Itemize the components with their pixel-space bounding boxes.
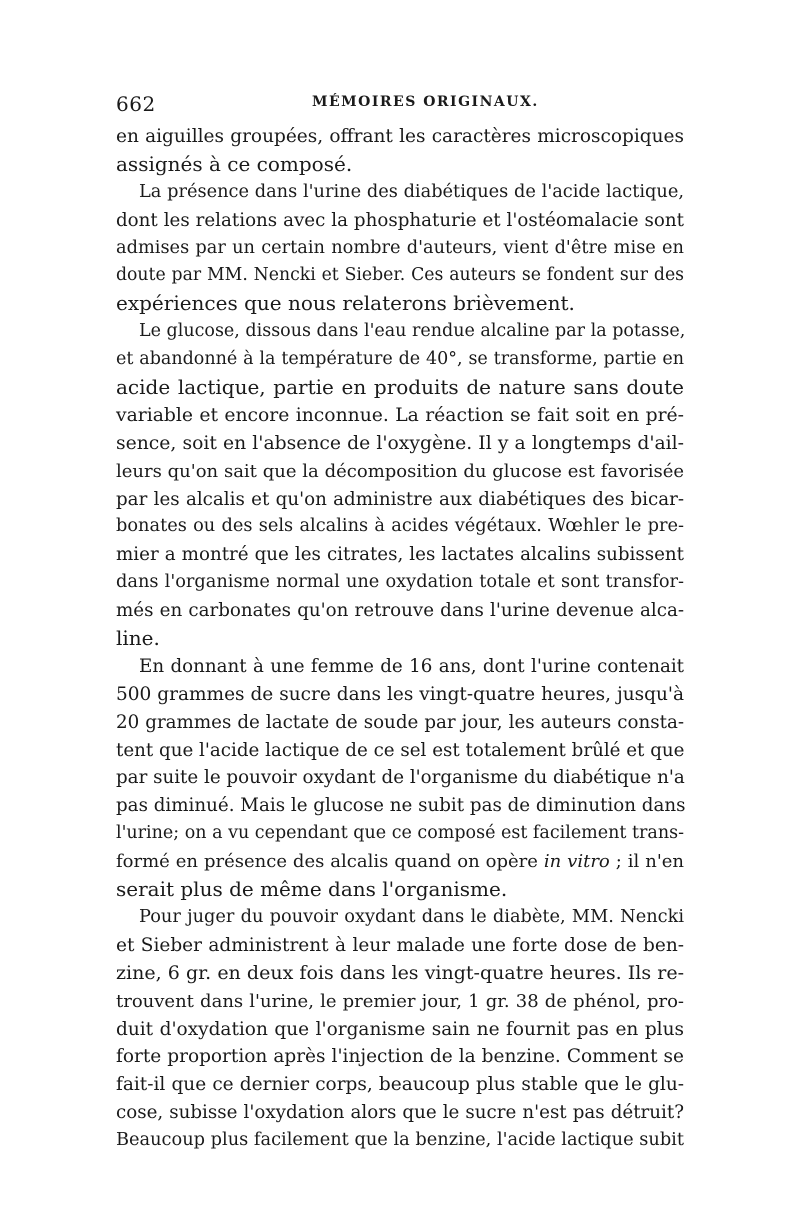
text-line: cose, subisse l'oxydation alors que le sucre n'est pas détruit? <box>116 1102 684 1124</box>
text-line: fait-il que ce dernier corps, beaucoup plus stable que le glu- <box>116 1074 684 1096</box>
text-line: line. <box>116 626 160 651</box>
body-text <box>116 123 684 1155</box>
text-line: Le glucose, dissous dans l'eau rendue alcaline par la potasse, <box>139 321 686 342</box>
text-line: doute par MM. Nencki et Sieber. Ces auteurs se fondent sur des <box>116 265 684 286</box>
text-line: La présence dans l'urine des diabétiques de l'acide lactique, <box>139 181 684 202</box>
text-line: admises par un certain nombre d'auteurs, vient d'être mise en <box>116 237 684 258</box>
text-line: Pour juger du pouvoir oxydant dans le diabète, MM. Nencki <box>139 906 684 927</box>
text-line: expériences que nous relaterons brièvement. <box>116 291 575 316</box>
text-line: en aiguilles groupées, offrant les caractères microscopiques <box>116 126 684 147</box>
text-line: 500 grammes de sucre dans les vingt-quatre heures, jusqu'à <box>116 683 684 705</box>
text-line: dans l'organisme normal une oxydation totale et sont transfor- <box>116 572 684 593</box>
text-line: duit d'oxydation que l'organisme sain ne fournit pas en plus <box>116 1018 684 1040</box>
text-line: En donnant à une femme de 16 ans, dont l'urine contenait <box>139 655 684 677</box>
text-line: par les alcalis et qu'on administre aux diabétiques des bicar- <box>116 488 684 510</box>
text-line: dont les relations avec la phosphaturie et l'ostéomalacie sont <box>116 209 684 231</box>
text-line <box>116 848 684 876</box>
text-line: par suite le pouvoir oxydant de l'organisme du diabétique n'a <box>116 767 685 789</box>
page-number: 662 <box>116 92 156 116</box>
text-line: més en carbonates qu'on retrouve dans l'urine devenue alca- <box>116 600 684 622</box>
text-line: mier a montré que les citrates, les lactates alcalins subissent <box>116 544 684 566</box>
text-segment: formé en présence des alcalis quand on opère <box>116 851 544 873</box>
text-line: Beaucoup plus facilement que la benzine, l'acide lactique subit <box>116 1130 684 1151</box>
text-line: acide lactique, partie en produits de nature sans doute <box>116 375 684 400</box>
text-line: zine, 6 gr. en deux fois dans les vingt-quatre heures. Ils re- <box>116 961 684 984</box>
text-line: tent que l'acide lactique de ce sel est totalement brûlé et que <box>116 739 685 761</box>
text-line: variable et encore inconnue. La réaction se fait soit en pré- <box>116 404 684 426</box>
text-line: et abandonné à la température de 40°, se transforme, partie en <box>116 349 684 370</box>
italic-text: in vitro <box>543 851 610 873</box>
text-line: forte proportion après l'injection de la benzine. Comment se <box>116 1046 684 1068</box>
text-line: l'urine; on a vu cependant que ce composé est facilement trans- <box>116 823 684 844</box>
text-line: et Sieber administrent à leur malade une forte dose de ben- <box>116 934 684 956</box>
text-segment: ; il n'en <box>609 851 685 873</box>
text-line: bonates ou des sels alcalins à acides végétaux. Wœhler le pre- <box>116 516 684 537</box>
text-line: leurs qu'on sait que la décomposition du glucose est favorisée <box>116 460 684 482</box>
text-line: sence, soit en l'absence de l'oxygène. Il y a longtemps d'ail- <box>116 432 684 454</box>
running-head: MÉMOIRES ORIGINAUX. <box>312 94 539 110</box>
text-line: 20 grammes de lactate de soude par jour, les auteurs consta- <box>116 711 684 733</box>
text-line: assignés à ce composé. <box>116 151 353 176</box>
text-line: trouvent dans l'urine, le premier jour, 1 gr. 38 de phénol, pro- <box>116 990 684 1012</box>
text-line: serait plus de même dans l'organisme. <box>116 877 508 902</box>
page-header <box>116 92 684 118</box>
text-line: pas diminué. Mais le glucose ne subit pas de diminution dans <box>116 795 686 817</box>
